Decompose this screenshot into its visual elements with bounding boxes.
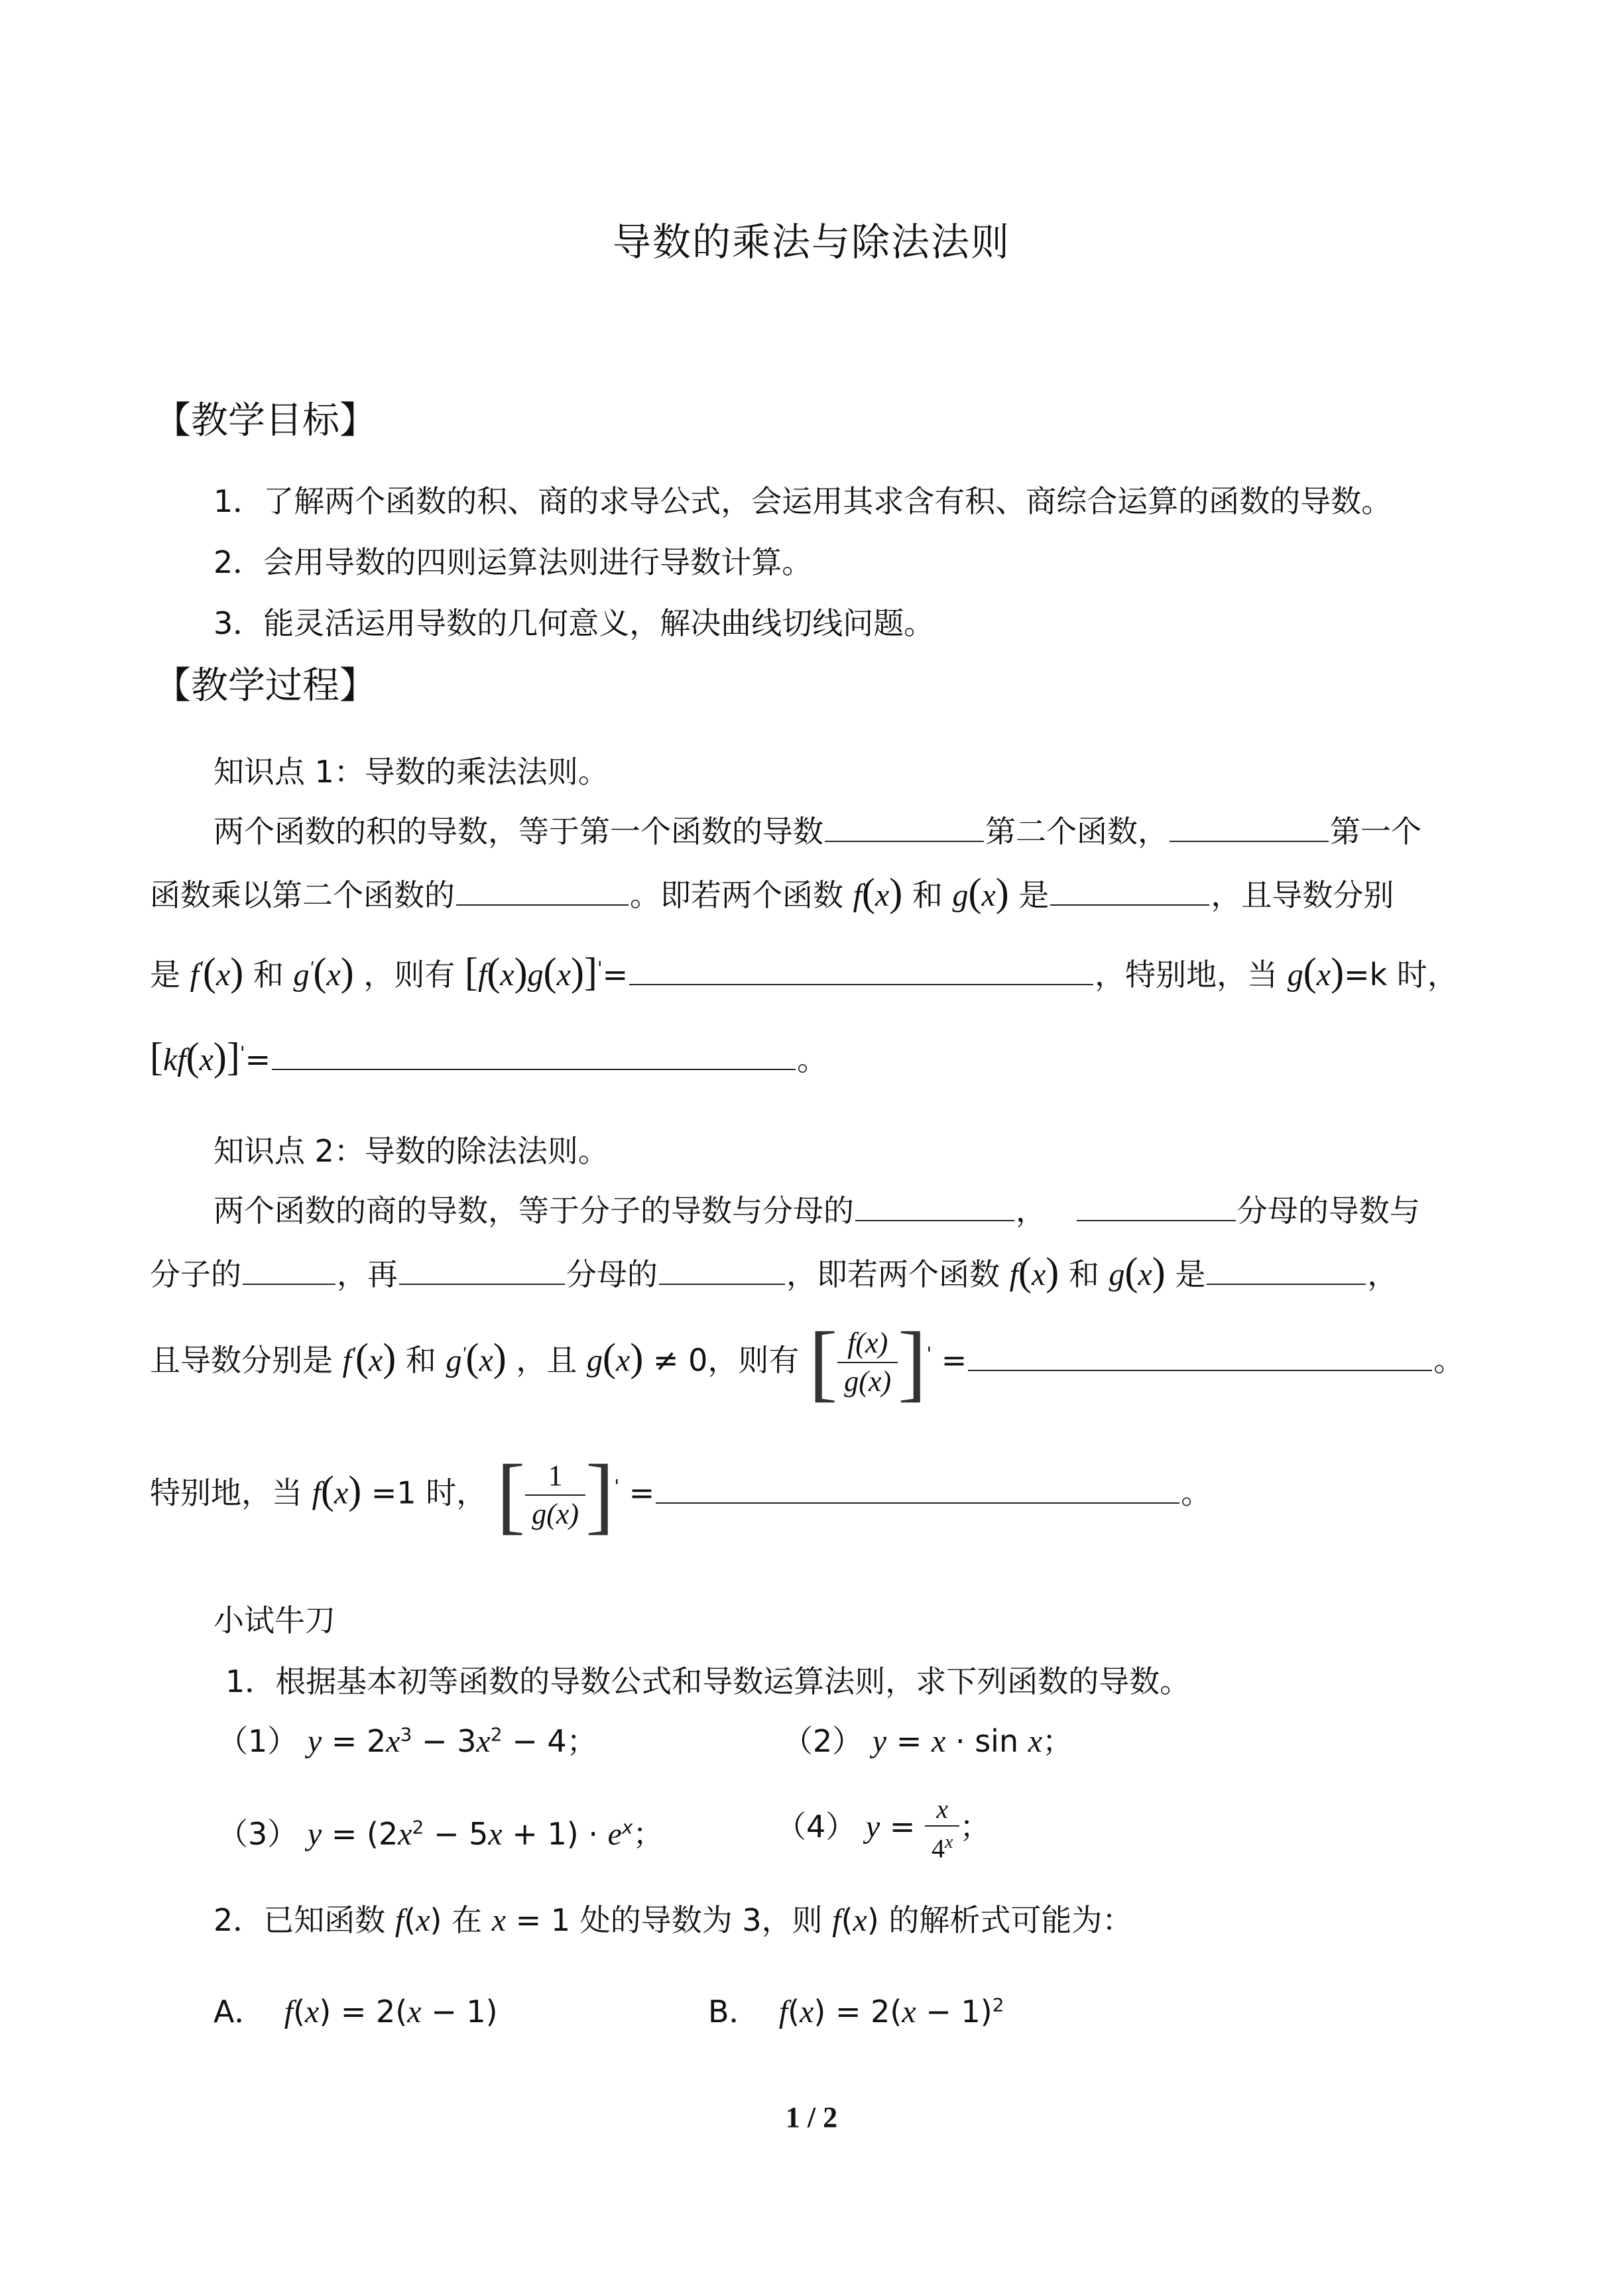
text: 在: [451, 1902, 483, 1938]
math-x: x: [215, 957, 231, 993]
math-paren: (: [603, 1335, 617, 1380]
practice-heading: 小试牛刀: [213, 1602, 335, 1638]
text: 第二个函数，: [985, 814, 1168, 849]
math-paren: (: [487, 950, 501, 994]
k2-heading: 知识点 2：导数的除法法则。: [213, 1133, 609, 1169]
text: 且导数分别是: [150, 1342, 333, 1378]
math-paren: ): [340, 950, 354, 994]
text: 。即若两个函数: [630, 877, 843, 913]
math-x: x: [333, 1475, 349, 1511]
math-expr: y: [872, 1724, 887, 1759]
text: ，则有: [707, 1342, 800, 1378]
text: 。: [1433, 1342, 1465, 1378]
goal-item: 3．能灵活运用导数的几何意义，解决曲线切线问题。: [213, 605, 935, 641]
practice-item-3: （3） $y = (2x^2 - 5x + 1) \cdot e^x$；: [217, 1816, 664, 1852]
math-fx: f: [312, 1475, 321, 1511]
math-x: x: [1138, 1257, 1152, 1292]
math-fx: f: [853, 878, 862, 913]
math-product: g: [527, 957, 544, 993]
fill-blank[interactable]: [629, 957, 1093, 985]
math-paren: ): [1331, 950, 1345, 994]
practice-item-2: （2） y = x · sin x；: [782, 1723, 1073, 1759]
option-label: B．: [708, 1994, 760, 2029]
text: 和: [1068, 1256, 1099, 1292]
fill-blank[interactable]: [272, 1042, 796, 1070]
math-bracket: ]: [898, 1315, 927, 1410]
math-x: x: [616, 1343, 631, 1378]
math-bracket: [: [809, 1315, 838, 1410]
math-paren: (: [202, 950, 216, 994]
math-g-prime: g': [446, 1343, 466, 1378]
math-e: e: [607, 1817, 622, 1852]
math-paren: (: [1018, 1250, 1032, 1294]
option-label: A．: [213, 1994, 265, 2029]
math-bracket: ]: [585, 1447, 615, 1543]
practice-q2: 2．已知函数 f(x) 在 x = 1 处的导数为 3，则 f(x) 的解析式可能为：: [213, 1902, 1133, 1938]
math-fraction: $\frac{x}{4^x}$: [925, 1793, 959, 1864]
text: =k 时，: [1344, 957, 1458, 993]
item-label: （2）: [782, 1723, 863, 1759]
math-fx: f: [394, 1903, 404, 1938]
k1-line-4: [kf(x)]'= 。: [150, 1035, 828, 1079]
math-paren: (: [861, 871, 875, 914]
math-x: x: [398, 1817, 412, 1852]
text: ，则有: [363, 957, 455, 993]
practice-item-1: （1） $y = 2x^3 - 3x^2 - 4$；: [217, 1723, 597, 1759]
math-f-prime: f': [190, 957, 203, 993]
option-a[interactable]: A． f(x) = 2(x − 1): [213, 1994, 498, 2029]
text: 两个函数的积的导数，等于第一个函数的导数: [213, 814, 823, 849]
math-x: x: [981, 878, 996, 913]
math-x: x: [556, 957, 571, 993]
math-x: x: [305, 1994, 320, 2029]
math-bracket: [: [496, 1447, 526, 1543]
math-paren: ): [230, 950, 244, 994]
math-paren: (: [355, 1335, 369, 1380]
math-bracket: ]: [226, 1035, 240, 1079]
fill-blank[interactable]: [656, 1476, 1179, 1504]
math-x: x: [199, 1042, 213, 1077]
text: 两个函数的商的导数，等于分子的导数与分母的: [213, 1193, 854, 1229]
math-paren: ): [213, 1035, 227, 1079]
fill-blank[interactable]: [1077, 1193, 1236, 1221]
math-paren: (: [320, 1468, 334, 1512]
math-paren: ): [570, 950, 584, 994]
math-x: x: [1031, 1257, 1046, 1292]
math-gx: g: [952, 878, 969, 913]
math-paren: (: [968, 871, 982, 914]
k1-heading: 知识点 1：导数的乘法法则。: [213, 754, 609, 790]
math-x: x: [407, 1994, 422, 2029]
math-x: x: [491, 1903, 507, 1938]
fill-blank[interactable]: [825, 814, 984, 842]
text: 分子的: [150, 1256, 241, 1292]
math-product: f: [478, 957, 487, 993]
option-b[interactable]: B． $f(x) = 2(x - 1)^2$: [708, 1994, 1004, 2029]
fill-blank[interactable]: [1050, 878, 1209, 906]
k2-line-4: 特别地，当 f(x) =1 时， [ $\frac{1}{g(x)}$ ]' = 。: [150, 1447, 1212, 1543]
text: ，特别地，当: [1095, 957, 1278, 993]
math-bracket: ]: [583, 950, 597, 994]
math-bracket: [: [150, 1035, 163, 1079]
math-paren: (: [186, 1035, 200, 1079]
text: 特别地，当: [150, 1475, 302, 1511]
item-label: （1）: [217, 1723, 298, 1759]
text: 2．已知函数: [213, 1902, 386, 1938]
text: 第一个: [1330, 814, 1421, 849]
math-gx: g: [1109, 1257, 1125, 1292]
k2-line-1: [213, 1187, 1420, 1231]
page-title: 导数的乘法与除法法则: [612, 219, 1010, 265]
fill-blank[interactable]: [1207, 1257, 1366, 1285]
text: =1 时，: [371, 1475, 487, 1511]
text: ，且: [516, 1342, 577, 1378]
math-x: x: [1316, 957, 1331, 993]
math-paren: (: [465, 1335, 479, 1380]
math-expr: y: [307, 1817, 322, 1852]
text: 和: [405, 1342, 436, 1378]
math-x: x: [932, 1724, 946, 1759]
text: 函数乘以第二个函数的: [150, 877, 455, 913]
text: 是: [150, 957, 180, 993]
math-x: x: [902, 1994, 916, 2029]
math-x: x: [416, 1903, 430, 1938]
math-paren: ): [630, 1335, 644, 1380]
math-paren: (: [313, 950, 327, 994]
text: ，即若两个函数: [786, 1256, 1000, 1292]
text: 。: [797, 1042, 828, 1077]
math-paren: ): [995, 871, 1009, 914]
math-kf: kf: [162, 1042, 186, 1077]
text: 和: [912, 877, 943, 913]
math-paren: ): [514, 950, 528, 994]
practice-item-4: （4） y = $\frac{x}{4^x}$ ；: [776, 1794, 991, 1864]
math-x: x: [874, 878, 890, 913]
math-fraction: $\frac{1}{g(x)}$: [525, 1457, 585, 1533]
text: ，且导数分别: [1211, 877, 1394, 913]
math-fraction: $\frac{f(x)}{g(x)}$: [837, 1325, 898, 1400]
k2-line-2: [150, 1249, 1398, 1295]
fill-blank[interactable]: [1170, 814, 1329, 842]
math-x: x: [800, 1994, 814, 2029]
math-x: x: [1028, 1724, 1043, 1759]
fill-blank[interactable]: [968, 1343, 1432, 1371]
goals-heading: 【教学目标】: [154, 399, 377, 442]
math-x: x: [326, 957, 341, 993]
goal-item: 2．会用导数的四则运算法则进行导数计算。: [213, 544, 813, 580]
k1-line-3: 是 f'(x) 和 g'(x) ，则有 [f(x)g(x)]'= ，特别地，当 g(x)=k 时，: [150, 950, 1458, 994]
page-number: 1 / 2: [785, 2101, 838, 2134]
text: 的解析式可能为：: [888, 1902, 1133, 1938]
text: ，: [1016, 1193, 1046, 1229]
math-paren: ): [383, 1335, 396, 1380]
math-fx: f: [832, 1903, 841, 1938]
fill-blank[interactable]: [243, 1257, 335, 1285]
math-x: x: [476, 1724, 491, 1759]
fill-blank[interactable]: [399, 1257, 565, 1285]
goal-item: 1．了解两个函数的积、商的求导公式，会运用其求含有积、商综合运算的函数的导数。: [213, 483, 1392, 519]
text: 是: [1018, 877, 1050, 913]
text: 处的导数为 3，则: [579, 1902, 823, 1938]
math-paren: (: [1303, 950, 1317, 994]
item-label: （3）: [217, 1816, 298, 1852]
math-g-prime: g': [293, 957, 314, 993]
math-fx: f: [284, 1994, 294, 2029]
text: ，: [1367, 1256, 1398, 1292]
math-expr: y: [307, 1724, 322, 1759]
math-f-prime: f': [342, 1343, 355, 1378]
text: 。: [1181, 1475, 1212, 1511]
math-paren: ): [1152, 1250, 1166, 1294]
math-gx: g: [1287, 957, 1303, 993]
math-fx: f: [1009, 1257, 1018, 1292]
math-paren: ): [348, 1468, 362, 1512]
math-x: x: [479, 1343, 493, 1378]
math-paren: (: [543, 950, 557, 994]
fill-blank[interactable]: [456, 878, 629, 906]
k1-line-1: [213, 808, 1421, 851]
math-x: x: [488, 1817, 503, 1852]
math-g-nonzero: g: [587, 1343, 603, 1378]
math-x: x: [853, 1903, 867, 1938]
math-bracket: [: [465, 950, 479, 994]
math-x: x: [368, 1343, 383, 1378]
fill-blank[interactable]: [659, 1257, 785, 1285]
practice-q1: 1．根据基本初等函数的导数公式和导数运算法则，求下列函数的导数。: [225, 1663, 1191, 1699]
process-heading: 【教学过程】: [154, 664, 377, 707]
math-x: x: [386, 1724, 400, 1759]
math-paren: (: [1124, 1250, 1138, 1294]
text: 是: [1175, 1256, 1206, 1292]
math-expr: y: [865, 1809, 880, 1845]
text: ，再: [337, 1256, 398, 1292]
text: 和: [253, 957, 284, 993]
fill-blank[interactable]: [855, 1193, 1014, 1221]
k1-line-2: [150, 870, 1394, 916]
k2-line-3: 且导数分别是 f'(x) 和 g'(x) ，且 g(x) ≠ 0，则有 [ $\frac{f(x)}{g(x)}$ ]' = 。: [150, 1315, 1465, 1410]
text: 分母的导数与: [1236, 1193, 1420, 1229]
item-label: （4）: [776, 1809, 857, 1845]
text: 分母的: [566, 1256, 658, 1292]
math-paren: ): [1046, 1250, 1059, 1294]
math-paren: ): [493, 1335, 507, 1380]
math-paren: ): [889, 871, 903, 914]
math-fx: f: [778, 1994, 788, 2029]
math-x: x: [500, 957, 514, 993]
